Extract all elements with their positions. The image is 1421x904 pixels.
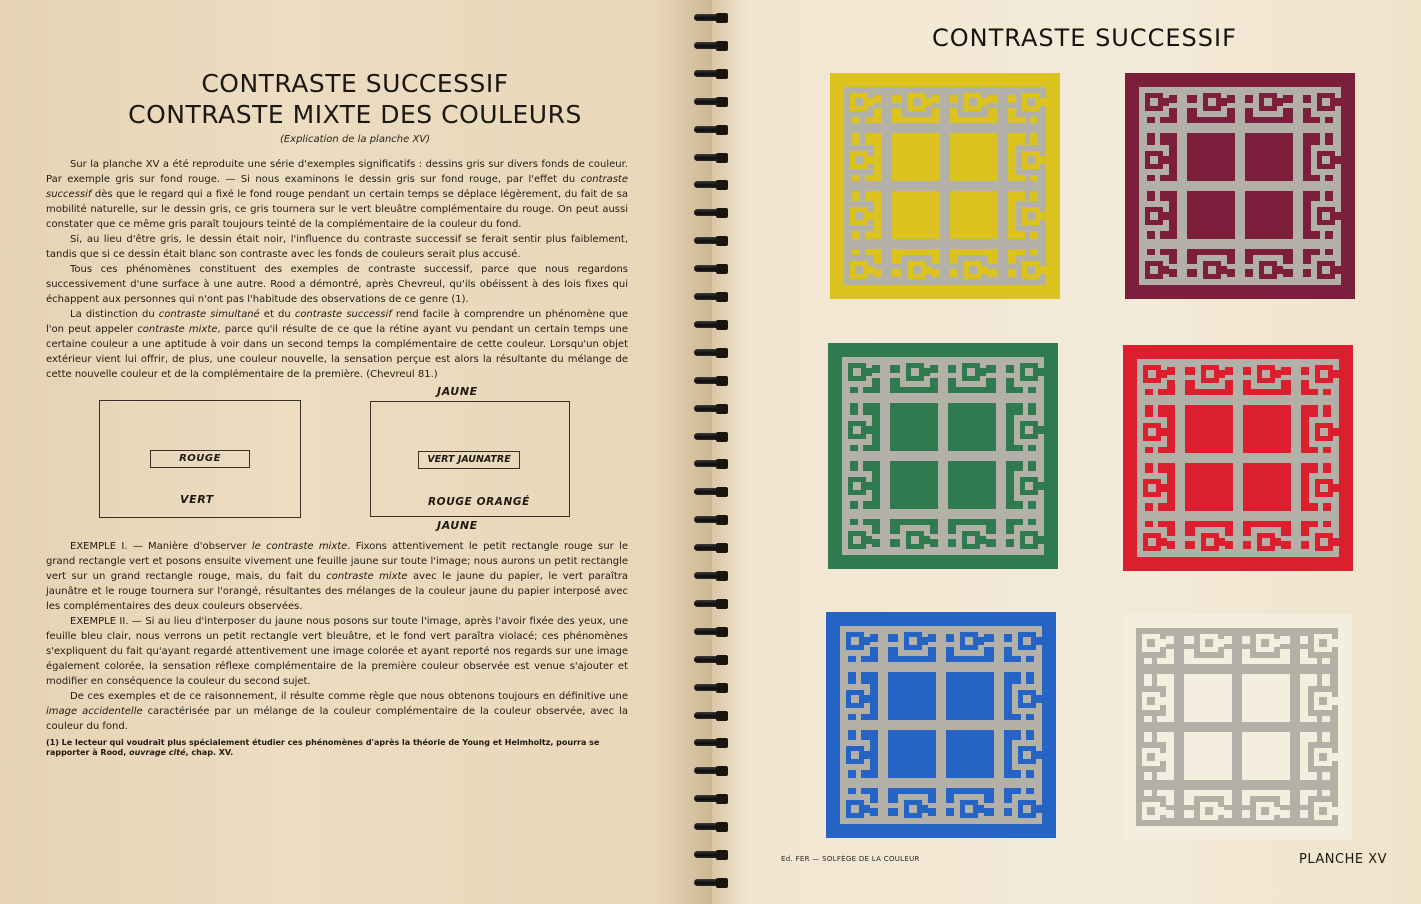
left-title-line-2: CONTRASTE MIXTE DES COULEURS [128,100,582,129]
spiral-coil [690,40,732,52]
greek-key-lattice [826,612,1056,838]
panel-purple [1125,73,1355,299]
final-emphasis: image accidentelle [46,706,143,717]
p4-text-d: , parce qu'il résulte de ce que la rétine ayant vu pendant un certain temps une certaine couleur a une aptitude à voir dans un second temps la complémentaire de cette couleur. Lorsqu'un objet extérieur vient lui offrir, de plus, une couleur nouvelle, la sensation perçue est alors la résultante du mélange de cette nouvelle couleur et de la complémentaire de la première. (Chevreul 81.) [46,324,628,380]
footnote [46,738,628,758]
panel-yellow [830,73,1060,299]
spiral-coil [690,347,732,359]
diagram-left-inner-label: ROUGE [150,450,250,468]
footnote-text-a: (1) Le lecteur qui voudrait plus spécialement étudier ces phénomènes d'après la théorie de Young et Helmholtz, pourra se rapporter à Rood, [46,738,600,757]
left-title-line-1: CONTRASTE SUCCESSIF [201,69,509,98]
final-text-b: caractérisée par un mélange de la couleur complémentaire de la couleur observée, avec la couleur du fond. [46,706,628,732]
publisher-footer: Ed. FER — SOLFÈGE DE LA COULEUR [781,855,920,863]
panel-white [1122,614,1352,840]
plate-title: CONTRASTE SUCCESSIF [932,24,1237,52]
greek-key-lattice [1122,614,1352,840]
spiral-coil [690,710,732,722]
footnote-emphasis: ouvrage cité [129,748,186,757]
p4-text-c: rend facile à comprendre un phénomène que l'on peut appeler [46,309,628,335]
paragraph-final [46,689,628,734]
spiral-coil [690,179,732,191]
spiral-coil [690,291,732,303]
plate-number: PLANCHE XV [1299,852,1387,867]
paragraph-4 [46,307,628,382]
spiral-coil [690,263,732,275]
example-2: EXEMPLE II. — Si au lieu d'interposer du jaune nous posons sur toute l'image, après l'avoir fixée des yeux, une feuille bleu clair, nous verrons un petit rectangle vert bleuâtre, et le fond vert paraîtra violacé; ces phénomènes s'expliquent du fait qu'ayant regardé attentivement une image colorée et ayant reporté nos regards sur une image également colorée, la sensation réflexe complémentaire de la première couleur observée est venue s'ajouter et modifier en conséquence la couleur du second sujet. [46,616,628,687]
p4-text-a: La distinction du [70,309,159,320]
intro-text [46,157,628,382]
spiral-coil [690,431,732,443]
diagram-right-below-label: JAUNE [437,519,478,532]
spiral-coil [690,12,732,24]
spiral-coil [690,877,732,889]
spiral-coil [690,319,732,331]
ex1-emphasis-2: contraste mixte [326,571,408,582]
panel-red [1123,345,1353,571]
ex1-text-c: avec le jaune du papier, le vert paraîtra jaunâtre et le rouge tournera sur l'orangé, résultantes des mélanges de la couleur jaune du papier interposé avec les complémentaires des deux couleurs observées. [46,571,628,612]
p1-text-b: dès que le regard qui a fixé le fond rouge pendant un certain temps se déplace légèrement, du fait de sa mobilité naturelle, sur le dessin gris, ce gris tournera sur le vert bleuâtre complémentaire du rouge. On peut aussi constater que ce même gris paraît toujours teinté de la complémentaire de la couleur du fond. [46,189,628,230]
greek-key-lattice [1123,345,1353,571]
spiral-coil [690,793,732,805]
spiral-coil [690,403,732,415]
spiral-coil [690,542,732,554]
spiral-coil [690,124,732,136]
diagram-right-bottom-label: ROUGE ORANGÉ [428,496,530,508]
paragraph-1 [46,157,628,232]
spiral-coil [690,96,732,108]
diagram-right-inner-label: VERT JAUNATRE [418,451,520,469]
spiral-coil [690,68,732,80]
greek-key-lattice [828,343,1058,569]
panel-green [828,343,1058,569]
spiral-coil [690,626,732,638]
diagram-left-bottom-label: VERT [180,493,214,506]
p4-emphasis-3: contraste mixte [137,324,218,335]
greek-key-lattice [830,73,1060,299]
p4-emphasis-2: contraste successif [294,309,392,320]
spiral-coil [690,682,732,694]
spiral-coil [690,514,732,526]
spiral-coil [690,598,732,610]
spiral-coil [690,486,732,498]
spiral-coil [690,737,732,749]
spiral-coil [690,375,732,387]
spiral-coil [690,821,732,833]
spiral-coil [690,765,732,777]
spiral-coil [690,570,732,582]
ex1-emphasis-1: le contraste mixte [251,541,348,552]
p4-emphasis-1: contraste simultané [158,309,260,320]
paragraph-2: Si, au lieu d'être gris, le dessin était noir, l'influence du contraste successif se ferait sentir plus faiblement, tandis que si ce dessin était blanc son contraste avec les fonds de couleurs serait plus accusé. [46,234,628,260]
p1-emphasis: contraste successif [46,174,628,200]
footnote-text-b: , chap. XV. [185,748,234,757]
spiral-coil [690,152,732,164]
paragraph-3: Tous ces phénomènes constituent des exemples de contraste successif, parce que nous regardons successivement d'une surface à une autre. Rood a démontré, après Chevreul, qu'ils obéissent à des lois fixes qui échappent aux personnes qui n'ont pas l'habitude des observations de ce genre (1). [46,264,628,305]
final-text-a: De ces exemples et de ce raisonnement, il résulte comme règle que nous obtenons toujours en définitive une [70,691,628,702]
spiral-coil [690,207,732,219]
spiral-coil [690,458,732,470]
spiral-coil [690,235,732,247]
greek-key-lattice [1125,73,1355,299]
ex1-text-a: EXEMPLE I. — Manière d'observer [70,541,252,552]
panel-blue [826,612,1056,838]
p4-text-b: et du [259,309,295,320]
diagram-right-top-label: JAUNE [437,385,478,398]
examples-text [46,539,628,734]
spiral-coil [690,654,732,666]
spiral-coil [690,849,732,861]
left-title-block [60,68,650,145]
spiral-binding [690,12,740,892]
example-1 [46,539,628,614]
ex1-text-b: . Fixons attentivement le petit rectangle rouge sur le grand rectangle vert et posons ensuite vivement une feuille jaune sur toute l'image; nous aurons un petit rectangle vert sur un grand rectangle rouge, mais, du fait du [46,541,628,582]
left-subtitle: (Explication de la planche XV) [279,134,431,145]
p1-text-a: Sur la planche XV a été reproduite une série d'exemples significatifs : dessins gris sur divers fonds de couleur. Par exemple gris sur fond rouge. — Si nous examinons le dessin gris sur fond rouge, par l'effet du [46,159,628,185]
